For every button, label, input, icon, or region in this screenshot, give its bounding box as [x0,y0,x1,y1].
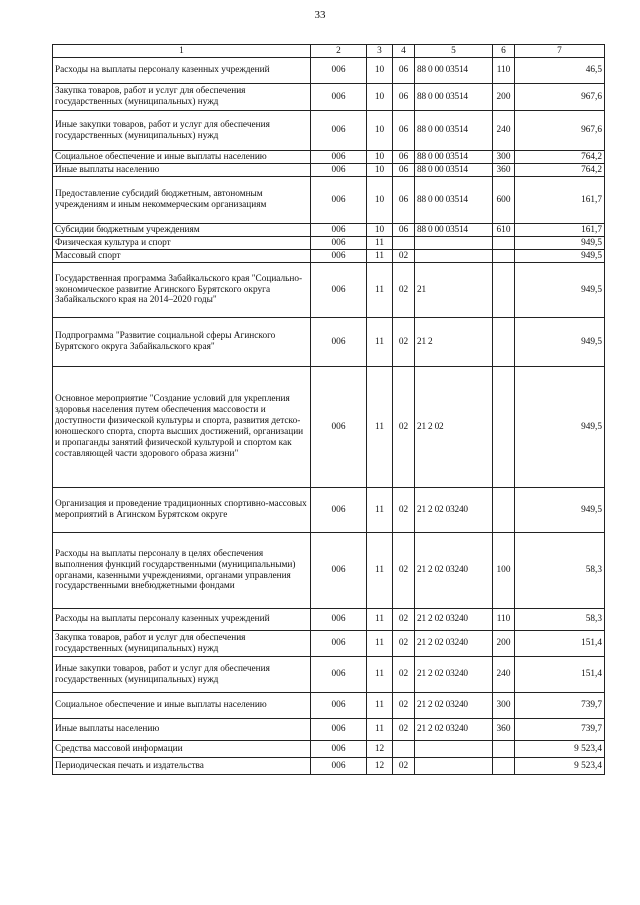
section-code: 11 [367,719,393,741]
row-name: Периодическая печать и издательства [53,758,311,775]
amount: 764,2 [515,164,605,177]
target-article-code: 21 2 02 03240 [415,631,493,657]
chapter-code: 006 [311,488,367,533]
expense-type-code: 360 [493,164,515,177]
row-name: Государственная программа Забайкальского края "Социально-экономическое развитие Агинского Бурятского округа Забайкальского края на 2014–2020 годы" [53,263,311,318]
section-code: 11 [367,250,393,263]
chapter-code: 006 [311,609,367,631]
section-code: 11 [367,367,393,488]
chapter-code: 006 [311,631,367,657]
amount: 949,5 [515,488,605,533]
row-name: Субсидии бюджетным учреждениям [53,224,311,237]
amount: 739,7 [515,693,605,719]
section-code: 10 [367,58,393,84]
amount: 739,7 [515,719,605,741]
row-name: Закупка товаров, работ и услуг для обеспечения государственных (муниципальных) нужд [53,84,311,111]
row-name: Расходы на выплаты персоналу казенных учреждений [53,58,311,84]
expense-type-code [493,250,515,263]
table-row [53,367,605,488]
row-name: Иные закупки товаров, работ и услуг для обеспечения государственных (муниципальных) нужд [53,111,311,151]
chapter-code: 006 [311,263,367,318]
amount: 967,6 [515,84,605,111]
subsection-code: 02 [393,488,415,533]
table-row [53,58,605,84]
section-code: 10 [367,224,393,237]
column-header: 7 [515,45,605,58]
section-code: 10 [367,84,393,111]
amount: 46,5 [515,58,605,84]
table-row [53,250,605,263]
expense-type-code: 200 [493,84,515,111]
target-article-code [415,237,493,250]
amount: 949,5 [515,237,605,250]
subsection-code: 06 [393,111,415,151]
row-name: Иные выплаты населению [53,719,311,741]
table-row [53,657,605,693]
amount: 9 523,4 [515,758,605,775]
column-header: 3 [367,45,393,58]
chapter-code: 006 [311,177,367,224]
row-name: Расходы на выплаты персоналу казенных учреждений [53,609,311,631]
target-article-code: 88 0 00 03514 [415,177,493,224]
expense-type-code: 110 [493,58,515,84]
table-row [53,318,605,367]
expense-type-code: 300 [493,151,515,164]
expense-type-code: 360 [493,719,515,741]
section-code: 12 [367,758,393,775]
table-row [53,631,605,657]
amount: 949,5 [515,367,605,488]
subsection-code: 02 [393,533,415,609]
expense-type-code [493,318,515,367]
expense-type-code: 200 [493,631,515,657]
section-code: 11 [367,488,393,533]
target-article-code: 21 2 02 03240 [415,693,493,719]
section-code: 11 [367,693,393,719]
chapter-code: 006 [311,111,367,151]
table-row [53,151,605,164]
section-code: 12 [367,741,393,758]
amount: 58,3 [515,609,605,631]
target-article-code [415,250,493,263]
table-row [53,164,605,177]
row-name: Организация и проведение традиционных спортивно-массовых мероприятий в Агинском Бурятском округе [53,488,311,533]
table-row [53,693,605,719]
section-code: 10 [367,177,393,224]
expense-type-code: 610 [493,224,515,237]
chapter-code: 006 [311,693,367,719]
target-article-code: 21 2 02 03240 [415,609,493,631]
amount: 9 523,4 [515,741,605,758]
target-article-code: 21 2 02 03240 [415,488,493,533]
row-name: Расходы на выплаты персоналу в целях обеспечения выполнения функций государственными (муниципальными) органами, казенными учреждениями, органами управления государственными внебюджетными фондами [53,533,311,609]
table-row [53,741,605,758]
row-name: Социальное обеспечение и иные выплаты населению [53,693,311,719]
chapter-code: 006 [311,533,367,609]
target-article-code: 21 2 [415,318,493,367]
subsection-code: 06 [393,84,415,111]
section-code: 11 [367,609,393,631]
section-code: 11 [367,631,393,657]
subsection-code: 02 [393,719,415,741]
table-row [53,609,605,631]
row-name: Физическая культура и спорт [53,237,311,250]
subsection-code: 02 [393,263,415,318]
section-code: 11 [367,533,393,609]
chapter-code: 006 [311,151,367,164]
subsection-code: 06 [393,58,415,84]
subsection-code: 02 [393,367,415,488]
row-name: Предоставление субсидий бюджетным, автономным учреждениям и иным некоммерческим организациям [53,177,311,224]
subsection-code [393,741,415,758]
subsection-code: 06 [393,177,415,224]
table-row [53,533,605,609]
expense-type-code: 240 [493,111,515,151]
expense-type-code: 110 [493,609,515,631]
chapter-code: 006 [311,84,367,111]
subsection-code: 06 [393,164,415,177]
target-article-code: 88 0 00 03514 [415,58,493,84]
amount: 949,5 [515,250,605,263]
row-name: Социальное обеспечение и иные выплаты населению [53,151,311,164]
expense-type-code [493,488,515,533]
target-article-code: 88 0 00 03514 [415,164,493,177]
target-article-code: 21 [415,263,493,318]
target-article-code: 88 0 00 03514 [415,84,493,111]
column-header: 5 [415,45,493,58]
subsection-code: 06 [393,151,415,164]
section-code: 11 [367,657,393,693]
page-number: 33 [314,9,326,21]
chapter-code: 006 [311,237,367,250]
row-name: Иные выплаты населению [53,164,311,177]
table-row [53,719,605,741]
column-header: 1 [53,45,311,58]
target-article-code: 21 2 02 [415,367,493,488]
row-name: Основное мероприятие "Создание условий для укрепления здоровья населения путем обеспечения массовости и доступности физической культуры и спорта, развития детско-юношеского спорта, спорта высших достижений, организации и пропаганды занятий физической культурой и спортом как составляющей части здорового образа жизни" [53,367,311,488]
subsection-code: 02 [393,758,415,775]
row-name: Подпрограмма "Развитие социальной сферы Агинского Бурятского округа Забайкальского края" [53,318,311,367]
section-code: 10 [367,111,393,151]
subsection-code: 02 [393,250,415,263]
amount: 949,5 [515,318,605,367]
row-name: Массовый спорт [53,250,311,263]
expense-type-code [493,263,515,318]
expense-type-code: 240 [493,657,515,693]
table-row [53,263,605,318]
expense-type-code: 600 [493,177,515,224]
target-article-code: 21 2 02 03240 [415,719,493,741]
target-article-code: 88 0 00 03514 [415,151,493,164]
column-header: 2 [311,45,367,58]
section-code: 11 [367,237,393,250]
target-article-code [415,758,493,775]
chapter-code: 006 [311,657,367,693]
chapter-code: 006 [311,318,367,367]
column-header: 6 [493,45,515,58]
subsection-code: 02 [393,693,415,719]
amount: 764,2 [515,151,605,164]
subsection-code: 02 [393,318,415,367]
table-row [53,237,605,250]
column-header: 4 [393,45,415,58]
chapter-code: 006 [311,741,367,758]
amount: 151,4 [515,657,605,693]
subsection-code: 02 [393,631,415,657]
amount: 58,3 [515,533,605,609]
target-article-code: 88 0 00 03514 [415,111,493,151]
expense-type-code: 100 [493,533,515,609]
expense-type-code [493,741,515,758]
amount: 161,7 [515,177,605,224]
subsection-code: 06 [393,224,415,237]
subsection-code: 02 [393,657,415,693]
target-article-code: 21 2 02 03240 [415,657,493,693]
table-row [53,84,605,111]
amount: 967,6 [515,111,605,151]
amount: 949,5 [515,263,605,318]
table-row [53,111,605,151]
target-article-code: 21 2 02 03240 [415,533,493,609]
expense-type-code [493,758,515,775]
row-name: Закупка товаров, работ и услуг для обеспечения государственных (муниципальных) нужд [53,631,311,657]
table-row [53,758,605,775]
target-article-code: 88 0 00 03514 [415,224,493,237]
section-code: 11 [367,263,393,318]
row-name: Средства массовой информации [53,741,311,758]
row-name: Иные закупки товаров, работ и услуг для обеспечения государственных (муниципальных) нужд [53,657,311,693]
table-row [53,224,605,237]
amount: 151,4 [515,631,605,657]
chapter-code: 006 [311,367,367,488]
expense-type-code [493,237,515,250]
budget-table [52,44,605,775]
section-code: 10 [367,164,393,177]
section-code: 11 [367,318,393,367]
header-row [53,45,605,58]
amount: 161,7 [515,224,605,237]
chapter-code: 006 [311,719,367,741]
subsection-code [393,237,415,250]
chapter-code: 006 [311,758,367,775]
subsection-code: 02 [393,609,415,631]
chapter-code: 006 [311,250,367,263]
table-row [53,177,605,224]
chapter-code: 006 [311,224,367,237]
table-row [53,488,605,533]
chapter-code: 006 [311,164,367,177]
chapter-code: 006 [311,58,367,84]
expense-type-code: 300 [493,693,515,719]
target-article-code [415,741,493,758]
expense-type-code [493,367,515,488]
section-code: 10 [367,151,393,164]
